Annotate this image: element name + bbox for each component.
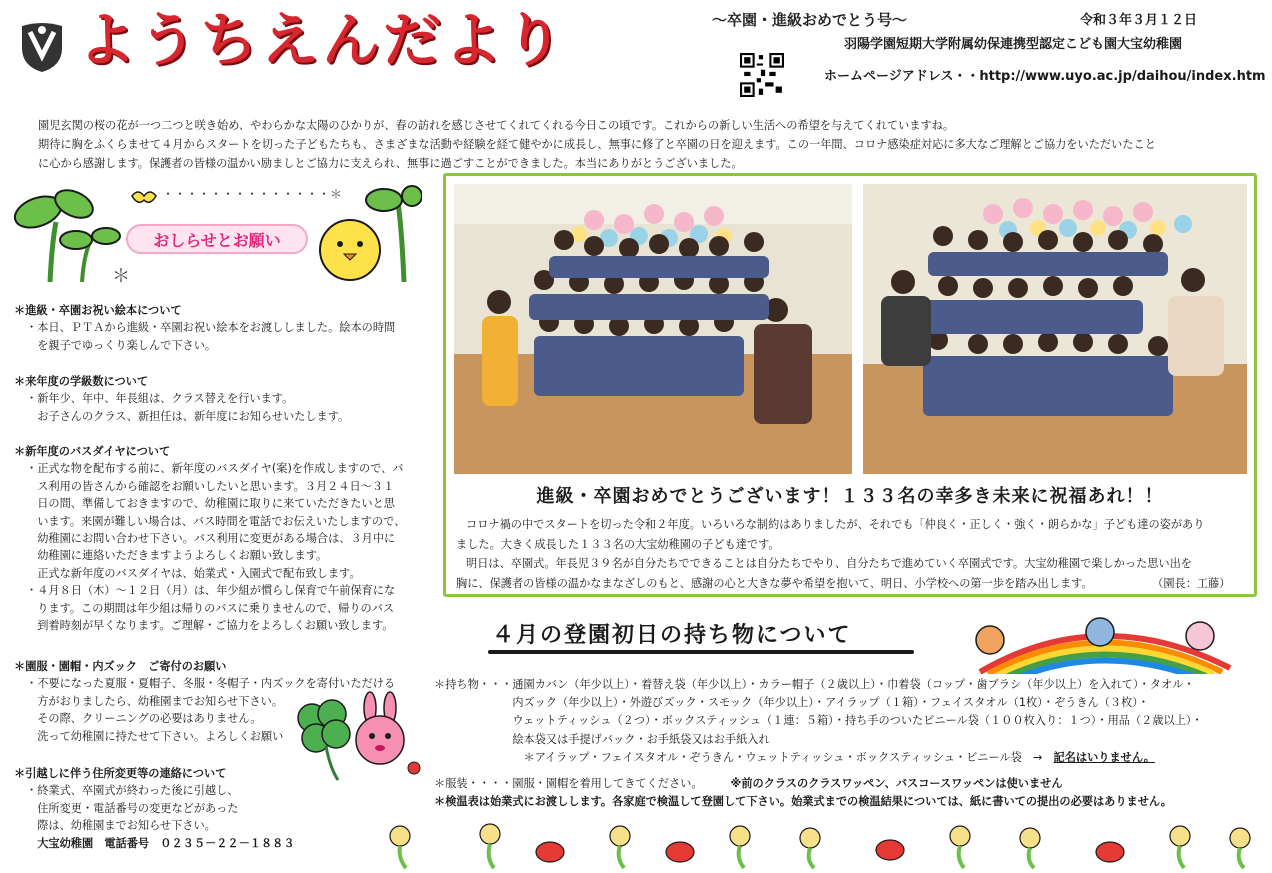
notice-section-classes — [14, 373, 434, 425]
section-line: 幼稚園に連絡いただきますようよろしくお願い致します。 — [26, 549, 328, 563]
caption-line: コロナ禍の中でスタートを切った令和２年度。いろいろな制約はありましたが、それでも「仲良く・正しく・強く・朗らかな」子ども達の姿があり — [466, 518, 1205, 531]
clover-rabbit-illustration — [290, 690, 430, 785]
section-heading: ＊新年度のバスダイヤについて — [14, 445, 171, 458]
rainbow-animals-illustration — [960, 612, 1240, 674]
principal-signature: （園長：工藤） — [1152, 576, 1231, 590]
class-photo-right — [863, 184, 1247, 474]
section-line: ・終業式、卒園式が終わった後に引越し、 — [26, 784, 239, 798]
rule-emphasis: ※前のクラスのクラスワッペン、バスコースワッペンは使いません — [730, 777, 1063, 790]
section-line: 際は、幼稚園までお知らせ下さい。 — [26, 819, 216, 833]
section-line: ・新年少、年中、年長組は、クラス替えを行います。 — [26, 392, 294, 406]
section-heading: ＊引越しに伴う住所変更等の連絡について — [14, 767, 227, 780]
items-note — [434, 749, 1254, 767]
rules-list — [434, 775, 1254, 811]
section-line: 到着時刻が早くなります。ご理解・ご協力をよろしくお願い致します。 — [26, 619, 394, 633]
svg-text:・・・・・・・・・・・・・・＊: ・・・・・・・・・・・・・・＊ — [162, 187, 343, 201]
heading-underline — [488, 650, 914, 654]
intro-line: 期待に胸をふくらませて４月からスタートを切った子どもたちも、さまざまな活動や経験を経て健やかに成長し、無事に修了と卒園の日を迎えます。この一年間、コロナ感染症対応に多大なご理解とご協力をいただいたこと — [38, 138, 1156, 151]
section-line: ・不要になった夏服・夏帽子、冬服・冬帽子・内ズックを寄付いただける — [26, 677, 396, 691]
school-logo — [20, 18, 64, 74]
note-emphasis: 記名はいりません。 — [1053, 750, 1155, 764]
newsletter-title: ようちえんだより — [78, 6, 567, 74]
section-heading: ＊園服・園帽・内ズック ご寄付のお願い — [14, 660, 227, 673]
section-line: ・本日、ＰＴＡから進級・卒園お祝い絵本をお渡ししました。絵本の時間 — [26, 321, 396, 335]
caption-line: 明日は、卒園式。年長児３９名が自分たちでできることは自分たちでやり、自分たちで進めていく卒園式です。大宝幼稚園で楽しかった思い出を — [466, 557, 1192, 571]
homepage-address: ホームページアドレス・・http://www.uyo.ac.jp/daihou/index.htm — [824, 69, 1266, 84]
section-line: 大宝幼稚園 電話番号 ０２３５－２２－１８８３ — [26, 836, 295, 850]
caption-line: ました。大きく成長した１３３名の大宝幼稚園の子ども達です。 — [456, 537, 780, 551]
section-line: 幼稚園にお問い合わせ下さい。バス利用に変更がある場合は、３月中に — [26, 532, 396, 546]
photo-caption — [456, 515, 1246, 593]
school-name: 羽陽学園短期大学附属幼保連携型認定こども園大宝幼稚園 — [844, 37, 1183, 52]
section-line: お子さんのクラス、新担任は、新年度にお知らせいたします。 — [26, 409, 350, 423]
section-line: ・正式な物を配布する前に、新年度のバスダイヤ(案)を作成しますので、バ — [26, 462, 404, 476]
items-line: ＊持ち物・・・通園カバン（年少以上）・着替え袋（年少以上）・カラー帽子（２歳以上）・巾着袋（コップ・歯ブラシ（年少以上）を入れて）・タオル・ — [434, 678, 1195, 691]
section-line: ・４月８日（木）～１２日（月）は、年少組が慣らし保育で午前保育にな — [26, 584, 396, 598]
intro-line: に心から感謝します。保護者の皆様の温かい励ましとご協力に支えられ、無事に過ごすことができました。本当にありがとうございました。 — [38, 157, 743, 170]
section-line: ります。この期間は年少組は帰りのバスに乗りませんので、帰りのバス — [26, 601, 395, 615]
notice-section-picture-book — [14, 302, 434, 354]
notice-section-bus — [14, 443, 434, 634]
caption-text: 胸に、保護者の皆様の温かなまなざしのもと、感謝の心と大きな夢や希望を抱いて、明日、小学校への第一歩を踏み出します。 — [456, 576, 1093, 590]
photo-headline: 進級・卒園おめでとうございます！１３３名の幸多き未来に祝福あれ！！ — [536, 486, 1164, 507]
section-heading: ＊来年度の学級数について — [14, 375, 149, 388]
items-line: 内ズック（年少以上）・外遊びズック・スモック（年少以上）・アイラップ（１箱）・フェイスタオル（1枚）・ぞうきん（３枚）・ — [434, 696, 1150, 710]
section-line: 洗って幼稚園に持たせて下さい。よろしくお願い — [26, 729, 284, 743]
april-heading: ４月の登園初日の持ち物について — [492, 623, 852, 648]
notice-badge: おしらせとお願い — [126, 224, 308, 254]
rule-text: ＊検温表は始業式にお渡しします。各家庭で検温して登園して下さい。始業式までの検温結果については、紙に書いての提出の必要はありません。 — [434, 795, 1172, 808]
section-line: 方がおりましたら、幼稚園までお知らせ下さい。 — [26, 694, 283, 708]
qr-code-icon — [740, 53, 784, 97]
svg-text:＊: ＊ — [112, 266, 130, 287]
section-line: 住所変更・電話番号の変更などがあった — [26, 801, 239, 815]
newsletter-subtitle: ～卒園・進級おめでとう号～ — [712, 11, 908, 29]
section-line: 日の間、準備しておきますので、幼稚園に取りに来ていただきたいと思 — [26, 497, 395, 511]
rule-line — [434, 793, 1254, 811]
class-photo-left — [454, 184, 852, 474]
note-text: ＊アイラップ・フェイスタオル・ぞうきん・ウェットティッシュ・ボックスティッシュ・ビニール袋 → — [434, 750, 1054, 764]
items-line: ウェットティッシュ（２つ）・ボックスティッシュ（１連：５箱）・持ち手のついたビニール袋（１００枚入り：１つ）・用品（２歳以上）・ — [434, 714, 1203, 728]
rule-text: ＊服装・・・・園服・園帽を着用してきてください。 — [434, 777, 731, 790]
items-line: 絵本袋又は手提げバック・お手紙袋又はお手紙入れ — [434, 732, 770, 746]
rule-line — [434, 775, 1254, 793]
issue-date: 令和３年３月１２日 — [1080, 13, 1198, 28]
section-line: 正式な新年度のバスダイヤは、始業式・入園式で配布致します。 — [26, 566, 361, 580]
intro-line: 園児玄関の桜の花が一つ二つと咲き始め、やわらかな太陽のひかりが、春の訪れを感じさせてくれてくれる今日この頃です。これからの新しい生活への希望を与えてくれていますね。 — [38, 119, 955, 132]
section-line: ス利用の皆さんから確認をお願いしたいと思います。３月２４日～３１ — [26, 479, 395, 493]
caption-line — [456, 574, 1246, 594]
section-line: います。来園が難しい場合は、バス時間を電話でお伝えいたしますので、 — [26, 514, 406, 528]
intro-paragraph — [38, 116, 1238, 173]
section-line: その際、クリーニングの必要はありません。 — [26, 712, 262, 726]
section-heading: ＊進級・卒園お祝い絵本について — [14, 304, 182, 317]
items-list — [434, 676, 1254, 767]
caterpillar-border-illustration — [380, 822, 1260, 870]
section-line: を親子でゆっくり楽しんで下さい。 — [26, 338, 217, 352]
